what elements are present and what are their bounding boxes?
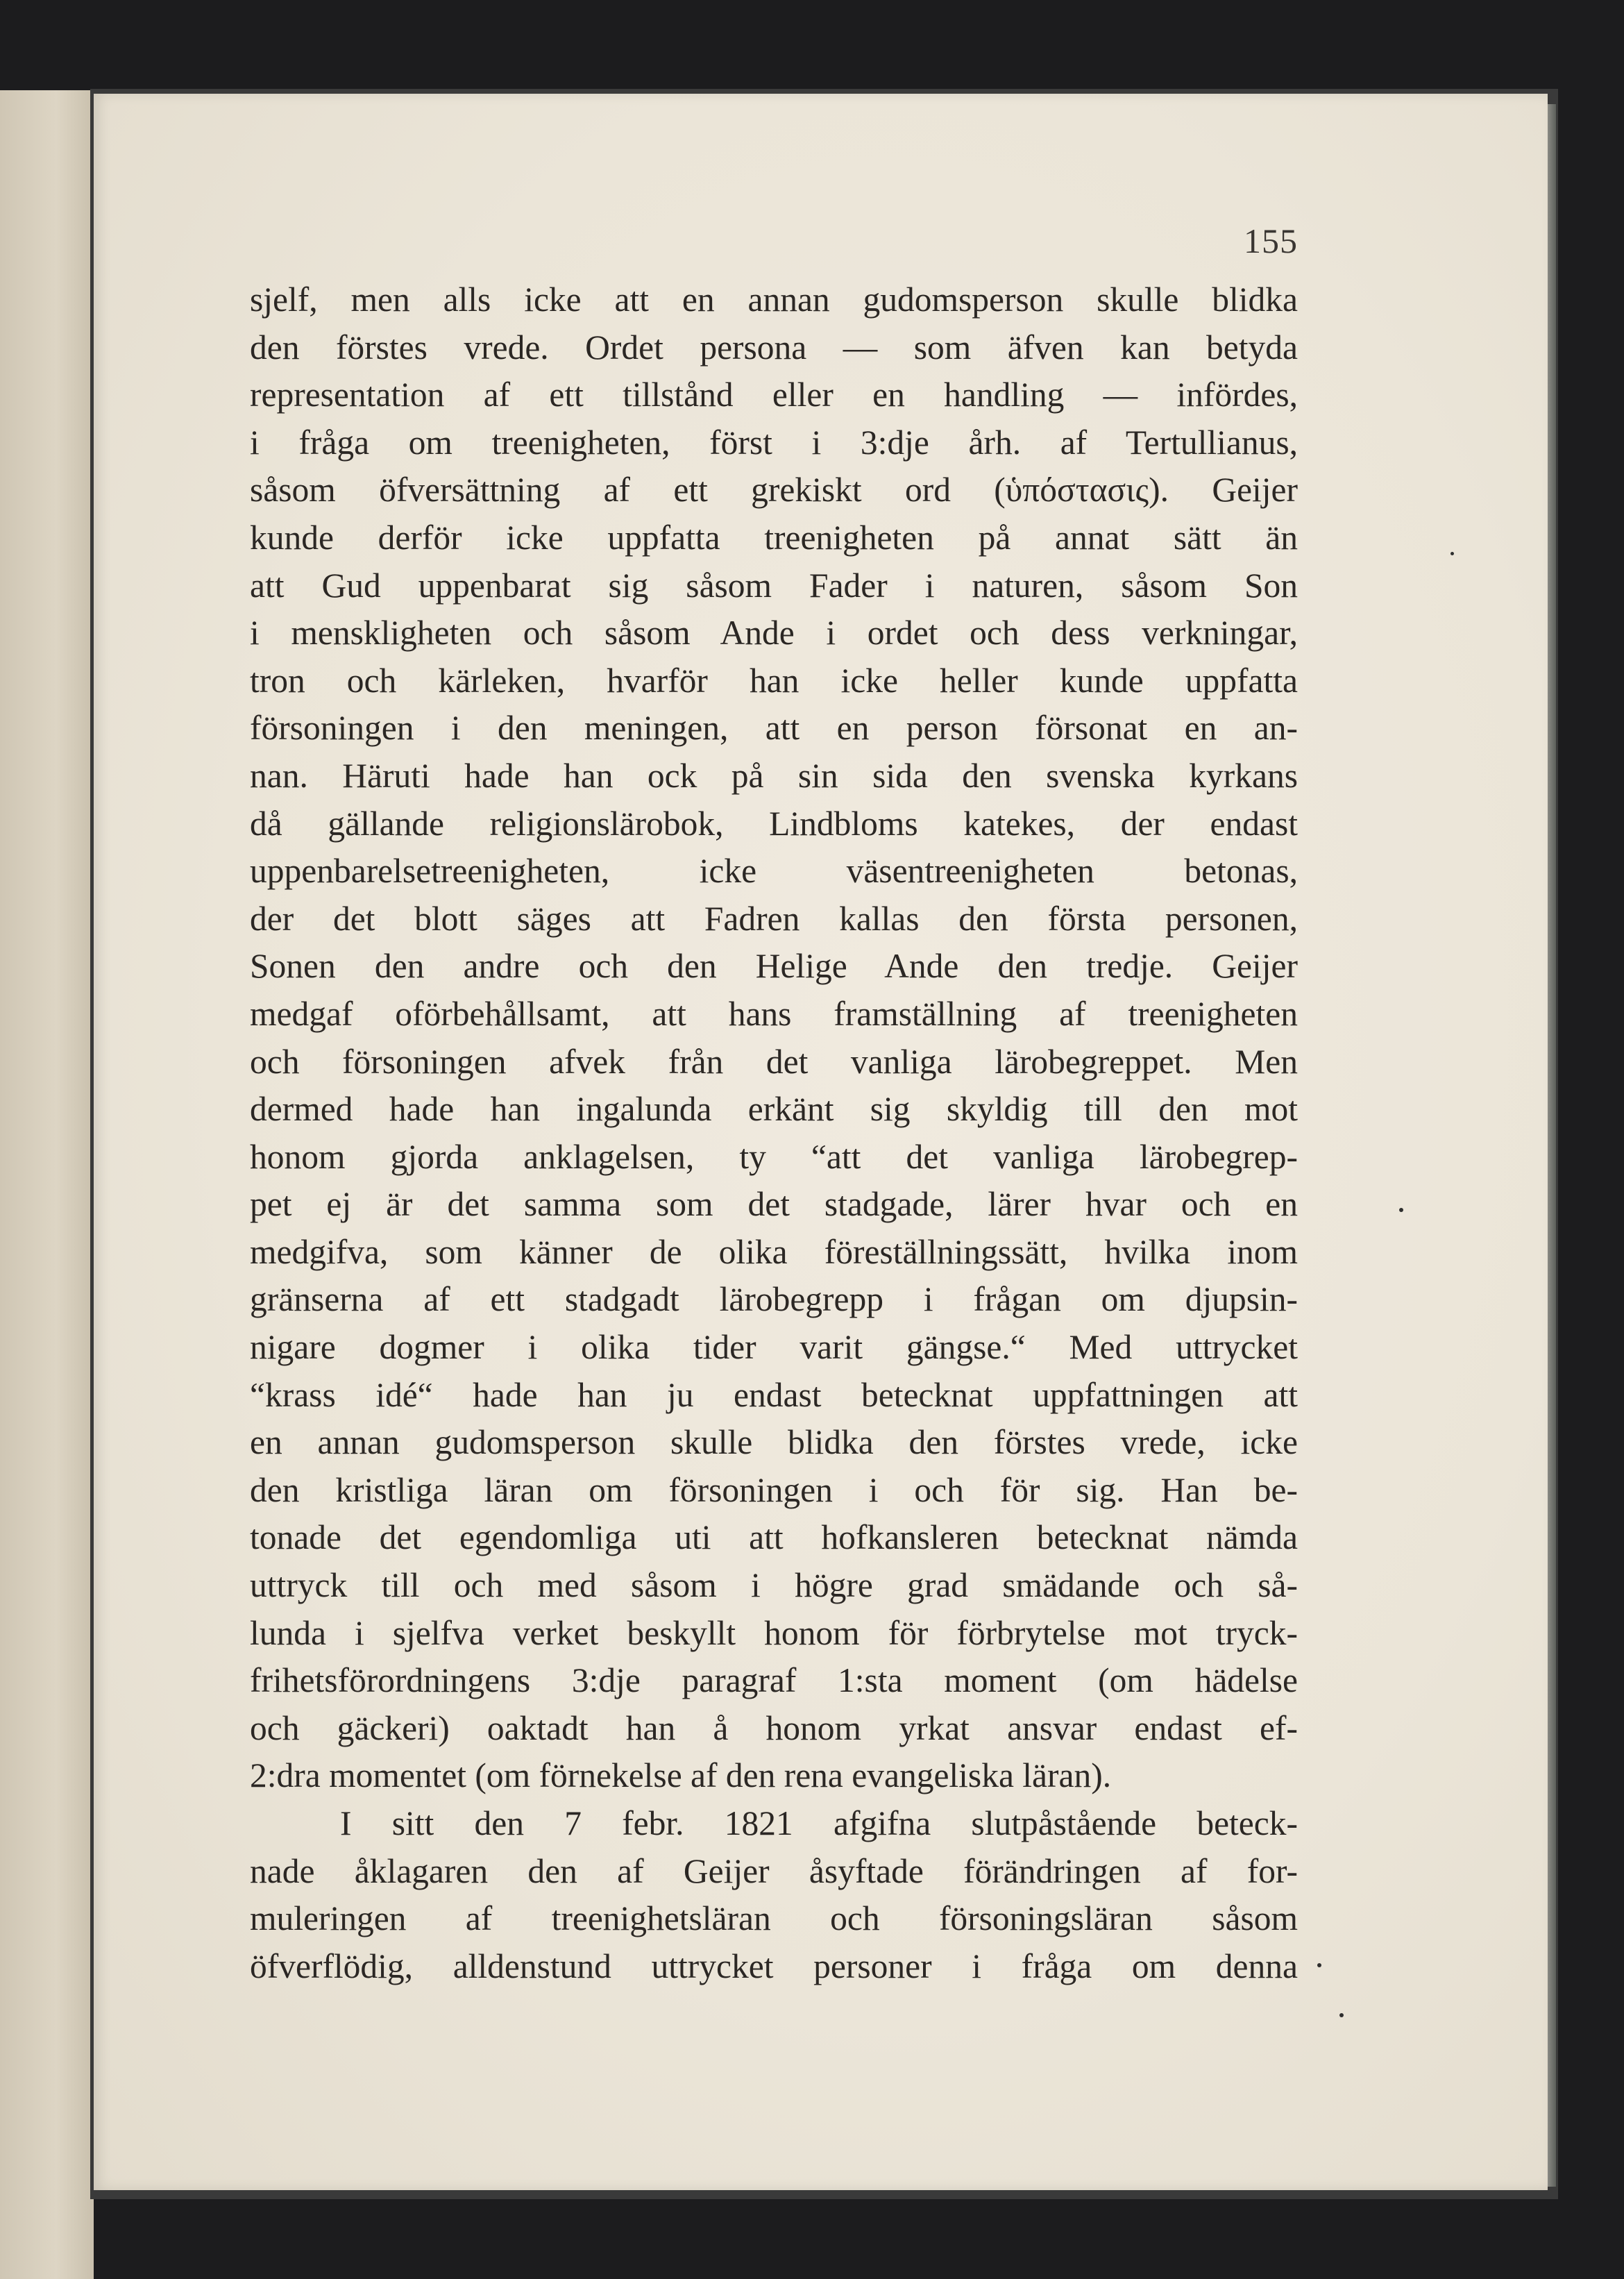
text-line: tonade det egendomliga uti att hofkansleren betecknat nämda [250,1518,1298,1557]
text-line: gränserna af ett stadgadt lärobegrepp i frågan om djupsin- [250,1280,1298,1319]
text-line: pet ej är det samma som det stadgade, lärer hvar och en [250,1185,1298,1224]
text-line: och försoningen afvek från det vanliga lärobegreppet. Men [250,1042,1298,1081]
text-line: nigare dogmer i olika tider varit gängse.“ Med uttrycket [250,1328,1298,1367]
ink-speck [1399,1208,1403,1212]
text-line: försoningen i den meningen, att en person försonat en an- [250,709,1298,748]
ink-speck [1317,1963,1321,1967]
text-line: öfverflödig, alldenstund uttrycket personer i fråga om denna [250,1946,1298,1985]
body-text [250,276,1298,1990]
text-line: nan. Häruti hade han ock på sin sida den svenska kyrkans [250,756,1298,795]
text-line: kunde derför icke uppfatta treenigheten på annat sätt än [250,518,1298,557]
text-line: och gäckeri) oaktadt han å honom yrkat ansvar endast ef- [250,1708,1298,1747]
ink-speck [1450,552,1454,555]
text-line: medgifva, som känner de olika föreställningssätt, hvilka inom [250,1232,1298,1271]
text-line: den förstes vrede. Ordet persona — som äfven kan betyda [250,328,1298,367]
text-line: “krass idé“ hade han ju endast betecknat uppfattningen att [250,1375,1298,1414]
text-line: muleringen af treenighetsläran och försoningsläran såsom [250,1899,1298,1938]
text-line: dermed hade han ingalunda erkänt sig skyldig till den mot [250,1090,1298,1129]
text-line: uppenbarelsetreenigheten, icke väsentreenigheten betonas, [250,852,1298,891]
text-line-paragraph-end: 2:dra momentet (om förnekelse af den rena evangeliska läran). [250,1756,1112,1795]
text-line-paragraph-start: I sitt den 7 febr. 1821 afgifna slutpåstående beteck- [340,1804,1298,1842]
text-line: uttryck till och med såsom i högre grad smädande och så- [250,1566,1298,1605]
text-line: i menskligheten och såsom Ande i ordet och dess verkningar, [250,614,1298,653]
text-line: lunda i sjelfva verket beskyllt honom för förbrytelse mot tryck- [250,1613,1298,1652]
text-line: frihetsförordningens 3:dje paragraf 1:sta moment (om hädelse [250,1661,1298,1700]
text-line: der det blott säges att Fadren kallas den första personen, [250,899,1298,938]
text-line: i fråga om treenigheten, först i 3:dje årh. af Tertullianus, [250,423,1298,462]
ink-speck [1339,2013,1344,2017]
book-cover-edge [1548,104,1556,2187]
text-line: sjelf, men alls icke att en annan gudomsperson skulle blidka [250,280,1298,319]
text-line: den kristliga läran om försoningen i och för sig. Han be- [250,1470,1298,1509]
text-line: tron och kärleken, hvarför han icke heller kunde uppfatta [250,661,1298,700]
text-line: såsom öfversättning af ett grekiskt ord (ὑπόστασις). Geijer [250,471,1298,510]
text-line: Sonen den andre och den Helige Ande den tredje. Geijer [250,947,1298,986]
text-line: då gällande religionslärobok, Lindbloms katekes, der endast [250,804,1298,843]
text-line: medgaf oförbehållsamt, att hans framställning af treenigheten [250,994,1298,1033]
text-line: en annan gudomsperson skulle blidka den förstes vrede, icke [250,1423,1298,1462]
text-line: att Gud uppenbarat sig såsom Fader i naturen, såsom Son [250,566,1298,605]
text-line: representation af ett tillstånd eller en handling — infördes, [250,376,1298,414]
text-line: honom gjorda anklagelsen, ty “att det vanliga lärobegrep- [250,1137,1298,1176]
text-line: nade åklagaren den af Geijer åsyftade förändringen af for- [250,1851,1298,1890]
adjacent-page-edge [0,90,94,2279]
page-number: 155 [1244,221,1298,260]
